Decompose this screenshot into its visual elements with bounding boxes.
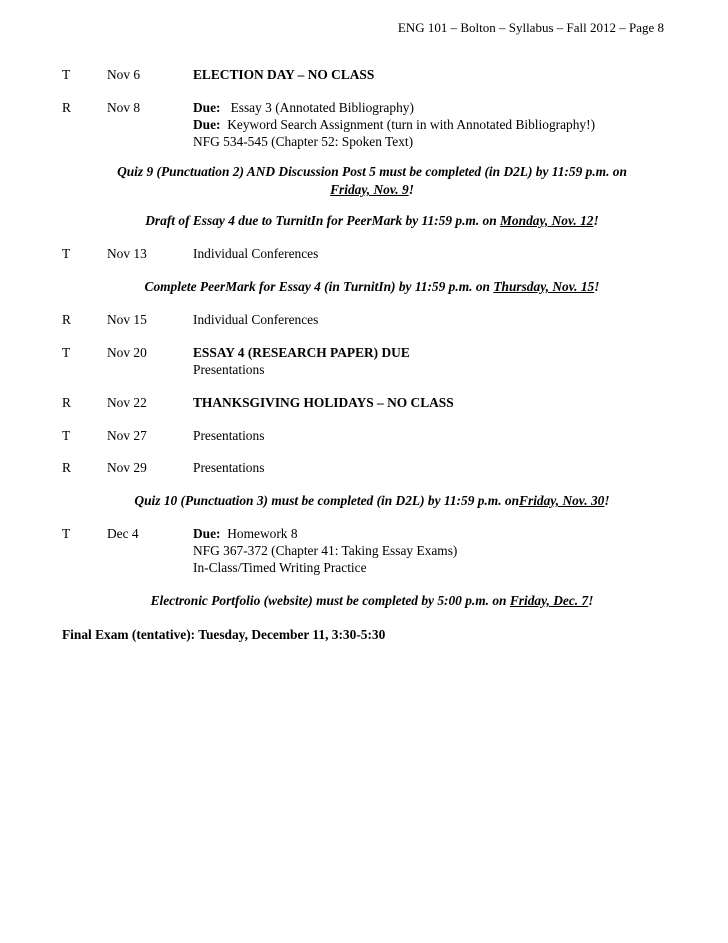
due-text: Homework 8 — [227, 526, 298, 541]
row-date: Nov 8 — [107, 100, 141, 115]
row-day: R — [62, 100, 71, 115]
row-description: ESSAY 4 (RESEARCH PAPER) DUE — [193, 345, 410, 360]
quiz9-notice — [62, 163, 682, 199]
due-label: Due: — [193, 100, 221, 115]
row-date: Nov 22 — [107, 395, 147, 410]
row-description: Presentations — [193, 460, 265, 475]
row-description: Individual Conferences — [193, 246, 319, 261]
row-day: R — [62, 312, 71, 327]
notice-date: Friday, Dec. 7 — [509, 593, 589, 608]
notice-text: Draft of Essay 4 due to TurnitIn for PeerMark by 11:59 p.m. on — [145, 213, 501, 228]
due-label: Due: — [193, 117, 221, 132]
page-header: ENG 101 – Bolton – Syllabus – Fall 2012 – Page 8 — [397, 20, 664, 35]
notice-text: Complete PeerMark for Essay 4 (in TurnitIn) by 11:59 p.m. on — [144, 279, 494, 294]
row-date: Dec 4 — [107, 526, 139, 541]
due-text: Keyword Search Assignment (turn in with Annotated Bibliography!) — [227, 117, 596, 132]
row-description: ELECTION DAY – NO CLASS — [193, 67, 375, 82]
notice-end: ! — [588, 593, 594, 608]
row-description: THANKSGIVING HOLIDAYS – NO CLASS — [193, 395, 454, 410]
row-day: T — [62, 67, 71, 82]
peermark-notice — [62, 278, 682, 296]
row-description: Presentations — [193, 428, 265, 443]
row-date: Nov 13 — [107, 246, 147, 261]
notice-end: ! — [594, 279, 600, 294]
due-text: Essay 3 (Annotated Bibliography) — [230, 100, 414, 115]
reading-assignment: NFG 367-372 (Chapter 41: Taking Essay Exams) — [193, 543, 458, 558]
notice-date: Monday, Nov. 12 — [500, 213, 594, 228]
row-date: Nov 6 — [107, 67, 141, 82]
notice-end: ! — [408, 182, 414, 197]
row-day: T — [62, 345, 71, 360]
row-day: R — [62, 460, 71, 475]
row-date: Nov 27 — [107, 428, 147, 443]
portfolio-notice — [62, 592, 682, 610]
notice-date: Friday, Nov. 30 — [519, 493, 605, 508]
row-date: Nov 15 — [107, 312, 147, 327]
notice-date: Friday, Nov. 9 — [330, 182, 409, 197]
reading-assignment: NFG 534-545 (Chapter 52: Spoken Text) — [193, 134, 414, 149]
quiz10-notice — [62, 492, 682, 510]
row-description: Presentations — [193, 362, 265, 377]
row-day: R — [62, 395, 71, 410]
row-description: In-Class/Timed Writing Practice — [193, 560, 367, 575]
row-date: Nov 20 — [107, 345, 147, 360]
row-day: T — [62, 246, 71, 261]
row-day: T — [62, 428, 71, 443]
row-description: Individual Conferences — [193, 312, 319, 327]
due-label: Due: — [193, 526, 221, 541]
notice-end: ! — [604, 493, 610, 508]
notice-text: Electronic Portfolio (website) must be completed by 5:00 p.m. on — [150, 593, 510, 608]
draft-notice — [62, 212, 682, 230]
notice-text: Quiz 9 (Punctuation 2) AND Discussion Post 5 must be completed (in D2L) by 11:59 p.m. on — [117, 164, 627, 179]
row-day: T — [62, 526, 71, 541]
notice-text: Quiz 10 (Punctuation 3) must be completed (in D2L) by 11:59 p.m. on — [134, 493, 520, 508]
final-exam: Final Exam (tentative): Tuesday, December 11, 3:30-5:30 — [62, 627, 386, 642]
notice-end: ! — [593, 213, 599, 228]
row-date: Nov 29 — [107, 460, 147, 475]
notice-date: Thursday, Nov. 15 — [493, 279, 595, 294]
